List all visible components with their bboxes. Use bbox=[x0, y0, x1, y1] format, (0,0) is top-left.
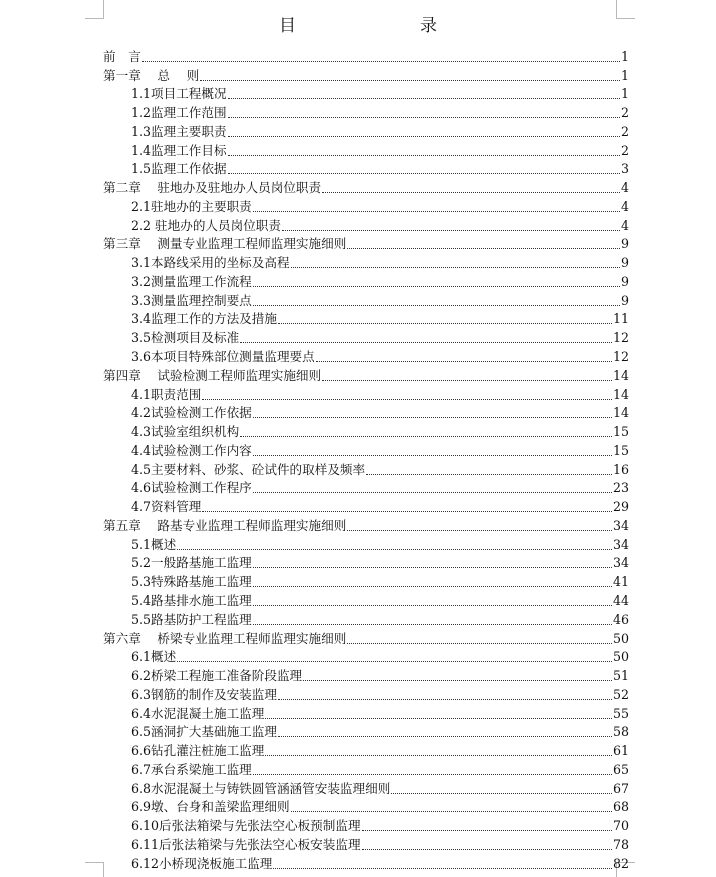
toc-entry-page: 46 bbox=[612, 611, 629, 627]
toc-entry-label: 4.2试验检测工作依据 bbox=[131, 405, 252, 421]
toc-entry-page: 9 bbox=[620, 255, 629, 271]
toc-entry[interactable] bbox=[103, 778, 629, 797]
toc-entry-page: 29 bbox=[612, 499, 629, 515]
toc-entry-label: 第一章 总 则 bbox=[103, 67, 200, 83]
dot-leader bbox=[366, 472, 612, 475]
toc-entry[interactable] bbox=[103, 196, 629, 215]
toc-entry-label: 2.1驻地办的主要职责 bbox=[131, 198, 252, 214]
dot-leader bbox=[253, 284, 620, 287]
toc-entry-page: 50 bbox=[612, 649, 629, 665]
toc-entry-label: 6.2桥梁工程施工准备阶段监理 bbox=[131, 668, 303, 684]
toc-entry-page: 50 bbox=[612, 630, 629, 646]
toc-entry-label: 第五章 路基专业监理工程师监理实施细则 bbox=[103, 517, 347, 533]
toc-entry[interactable] bbox=[103, 571, 629, 590]
toc-entry-label: 5.5路基防护工程监理 bbox=[131, 611, 252, 627]
dot-leader bbox=[362, 847, 612, 850]
toc-entry[interactable] bbox=[103, 647, 629, 666]
toc-entry[interactable] bbox=[103, 515, 629, 534]
toc-entry-label: 1.3监理主要职责 bbox=[131, 123, 227, 139]
toc-entry-page: 15 bbox=[612, 442, 629, 458]
toc-entry-label: 1.1项目工程概况 bbox=[131, 86, 227, 102]
toc-entry-page: 9 bbox=[620, 273, 629, 289]
table-of-contents bbox=[103, 46, 629, 872]
toc-entry-page: 3 bbox=[620, 161, 629, 177]
toc-entry[interactable] bbox=[103, 159, 629, 178]
toc-entry[interactable] bbox=[103, 177, 629, 196]
toc-entry-label: 6.8水泥混凝土与铸铁圆管涵涵管安装监理细则 bbox=[131, 780, 391, 796]
toc-entry-page: 34 bbox=[612, 555, 629, 571]
toc-entry-page: 70 bbox=[612, 818, 629, 834]
toc-entry[interactable] bbox=[103, 309, 629, 328]
dot-leader bbox=[265, 716, 612, 719]
toc-entry[interactable] bbox=[103, 84, 629, 103]
toc-entry-label: 5.4路基排水施工监理 bbox=[131, 592, 252, 608]
toc-entry[interactable] bbox=[103, 590, 629, 609]
toc-entry-page: 58 bbox=[612, 724, 629, 740]
dot-leader bbox=[265, 753, 612, 756]
dot-leader bbox=[303, 678, 612, 681]
dot-leader bbox=[228, 115, 620, 118]
dot-leader bbox=[253, 209, 620, 212]
toc-entry-label: 第三章 测量专业监理工程师监理实施细则 bbox=[103, 236, 347, 252]
toc-entry-label: 3.1本路线采用的坐标及高程 bbox=[131, 255, 290, 271]
dot-leader bbox=[273, 866, 612, 869]
toc-entry[interactable] bbox=[103, 459, 629, 478]
toc-entry-label: 3.2测量监理工作流程 bbox=[131, 273, 252, 289]
toc-entry-page: 12 bbox=[612, 349, 629, 365]
crop-mark-bottom-left bbox=[85, 862, 104, 877]
toc-entry-label: 第六章 桥梁专业监理工程师监理实施细则 bbox=[103, 630, 347, 646]
toc-entry-page: 4 bbox=[620, 198, 629, 214]
dot-leader bbox=[253, 415, 612, 418]
toc-entry[interactable] bbox=[103, 740, 629, 759]
toc-entry[interactable] bbox=[103, 65, 629, 84]
toc-entry-label: 第四章 试验检测工程师监理实施细则 bbox=[103, 367, 322, 383]
toc-entry[interactable] bbox=[103, 234, 629, 253]
toc-entry-label: 6.1概述 bbox=[131, 649, 177, 665]
toc-entry-page: 41 bbox=[612, 574, 629, 590]
toc-entry-label: 4.7资料管理 bbox=[131, 499, 202, 515]
dot-leader bbox=[253, 490, 612, 493]
toc-entry[interactable] bbox=[103, 271, 629, 290]
dot-leader bbox=[253, 772, 612, 775]
toc-entry-page: 82 bbox=[612, 855, 629, 871]
dot-leader bbox=[228, 171, 620, 174]
toc-title: 目 录 bbox=[279, 16, 467, 36]
dot-leader bbox=[228, 153, 620, 156]
dot-leader bbox=[240, 434, 612, 437]
toc-entry-page: 2 bbox=[620, 105, 629, 121]
toc-entry-page: 34 bbox=[612, 517, 629, 533]
dot-leader bbox=[177, 659, 612, 662]
dot-leader bbox=[278, 697, 612, 700]
toc-entry[interactable] bbox=[103, 346, 629, 365]
toc-entry-label: 3.6本项目特殊部位测量监理要点 bbox=[131, 349, 315, 365]
dot-leader bbox=[322, 190, 620, 193]
dot-leader bbox=[202, 397, 612, 400]
dot-leader bbox=[228, 134, 620, 137]
toc-entry-label: 1.2监理工作范围 bbox=[131, 105, 227, 121]
toc-entry-label: 4.1职责范围 bbox=[131, 386, 202, 402]
toc-entry-label: 前 言 bbox=[103, 48, 141, 64]
toc-entry-page: 67 bbox=[612, 780, 629, 796]
toc-entry[interactable] bbox=[103, 478, 629, 497]
toc-entry[interactable] bbox=[103, 665, 629, 684]
toc-entry-label: 3.5检测项目及标准 bbox=[131, 330, 240, 346]
dot-leader bbox=[253, 603, 612, 606]
toc-entry-label: 5.1概述 bbox=[131, 536, 177, 552]
dot-leader bbox=[282, 228, 620, 231]
dot-leader bbox=[347, 641, 612, 644]
toc-entry-label: 4.3试验室组织机构 bbox=[131, 424, 240, 440]
toc-entry[interactable] bbox=[103, 628, 629, 647]
dot-leader bbox=[347, 528, 612, 531]
toc-entry-page: 44 bbox=[612, 592, 629, 608]
toc-entry-page: 2 bbox=[620, 142, 629, 158]
toc-entry-label: 5.2一般路基施工监理 bbox=[131, 555, 252, 571]
toc-entry[interactable] bbox=[103, 121, 629, 140]
toc-entry[interactable] bbox=[103, 365, 629, 384]
dot-leader bbox=[253, 453, 612, 456]
toc-entry-page: 61 bbox=[612, 743, 629, 759]
toc-entry[interactable] bbox=[103, 384, 629, 403]
dot-leader bbox=[253, 565, 612, 568]
toc-entry-label: 6.10后张法箱梁与先张法空心板预制监理 bbox=[131, 818, 361, 834]
toc-entry-page: 2 bbox=[620, 123, 629, 139]
toc-entry-label: 1.4监理工作目标 bbox=[131, 142, 227, 158]
toc-entry-page: 1 bbox=[620, 86, 629, 102]
dot-leader bbox=[316, 359, 612, 362]
toc-entry-page: 15 bbox=[612, 424, 629, 440]
dot-leader bbox=[253, 622, 612, 625]
dot-leader bbox=[142, 59, 620, 62]
toc-entry-label: 4.4试验检测工作内容 bbox=[131, 442, 252, 458]
toc-entry[interactable] bbox=[103, 215, 629, 234]
dot-leader bbox=[362, 828, 612, 831]
dot-leader bbox=[253, 303, 620, 306]
toc-entry[interactable] bbox=[103, 440, 629, 459]
toc-entry[interactable] bbox=[103, 534, 629, 553]
toc-entry[interactable] bbox=[103, 140, 629, 159]
toc-entry[interactable] bbox=[103, 703, 629, 722]
toc-entry-page: 14 bbox=[612, 386, 629, 402]
toc-entry-page: 51 bbox=[612, 668, 629, 684]
dot-leader bbox=[278, 734, 612, 737]
toc-entry-page: 9 bbox=[620, 236, 629, 252]
toc-entry[interactable] bbox=[103, 496, 629, 515]
toc-entry[interactable] bbox=[103, 834, 629, 853]
toc-entry-label: 第二章 驻地办及驻地办人员岗位职责 bbox=[103, 180, 322, 196]
toc-entry-label: 6.5涵洞扩大基础施工监理 bbox=[131, 724, 277, 740]
toc-entry-page: 23 bbox=[612, 480, 629, 496]
toc-entry-label: 6.7承台系梁施工监理 bbox=[131, 761, 252, 777]
toc-entry-page: 68 bbox=[612, 799, 629, 815]
dot-leader bbox=[200, 78, 620, 81]
toc-entry-page: 4 bbox=[620, 217, 629, 233]
toc-entry-page: 52 bbox=[612, 686, 629, 702]
toc-entry-page: 1 bbox=[620, 67, 629, 83]
dot-leader bbox=[240, 340, 612, 343]
toc-entry-label: 6.11后张法箱梁与先张法空心板安装监理 bbox=[131, 836, 361, 852]
toc-entry[interactable] bbox=[103, 722, 629, 741]
toc-entry[interactable] bbox=[103, 684, 629, 703]
toc-entry-page: 14 bbox=[612, 405, 629, 421]
dot-leader bbox=[253, 584, 612, 587]
dot-leader bbox=[291, 809, 612, 812]
dot-leader bbox=[391, 791, 612, 794]
toc-entry[interactable] bbox=[103, 421, 629, 440]
toc-entry[interactable] bbox=[103, 290, 629, 309]
toc-entry-label: 5.3特殊路基施工监理 bbox=[131, 574, 252, 590]
dot-leader bbox=[202, 509, 612, 512]
toc-entry-page: 4 bbox=[620, 180, 629, 196]
toc-entry-label: 6.4水泥混凝土施工监理 bbox=[131, 705, 265, 721]
toc-entry[interactable] bbox=[103, 553, 629, 572]
toc-entry-page: 65 bbox=[612, 761, 629, 777]
toc-entry-label: 1.5监理工作依据 bbox=[131, 161, 227, 177]
toc-entry-page: 9 bbox=[620, 292, 629, 308]
toc-entry-label: 3.3测量监理控制要点 bbox=[131, 292, 252, 308]
toc-entry[interactable] bbox=[103, 797, 629, 816]
toc-entry-page: 34 bbox=[612, 536, 629, 552]
toc-entry[interactable] bbox=[103, 815, 629, 834]
toc-entry[interactable] bbox=[103, 609, 629, 628]
dot-leader bbox=[278, 321, 612, 324]
toc-entry-label: 6.3钢筋的制作及安装监理 bbox=[131, 686, 277, 702]
toc-entry-label: 6.6钻孔灌注桩施工监理 bbox=[131, 743, 265, 759]
toc-entry-page: 78 bbox=[612, 836, 629, 852]
toc-entry-page: 11 bbox=[612, 311, 629, 327]
toc-entry-page: 14 bbox=[612, 367, 629, 383]
dot-leader bbox=[228, 96, 620, 99]
toc-entry[interactable] bbox=[103, 252, 629, 271]
toc-entry-label: 6.9墩、台身和盖梁监理细则 bbox=[131, 799, 290, 815]
toc-entry[interactable] bbox=[103, 403, 629, 422]
toc-entry-page: 1 bbox=[620, 48, 629, 64]
toc-entry[interactable] bbox=[103, 46, 629, 65]
toc-entry-label: 3.4监理工作的方法及措施 bbox=[131, 311, 277, 327]
toc-entry-page: 55 bbox=[612, 705, 629, 721]
toc-entry[interactable] bbox=[103, 102, 629, 121]
toc-entry[interactable] bbox=[103, 327, 629, 346]
toc-entry-label: 2.2 驻地办的人员岗位职责 bbox=[131, 217, 281, 233]
toc-entry[interactable] bbox=[103, 853, 629, 872]
dot-leader bbox=[177, 547, 612, 550]
dot-leader bbox=[347, 246, 620, 249]
toc-entry-label: 6.12小桥现浇板施工监理 bbox=[131, 855, 273, 871]
toc-entry[interactable] bbox=[103, 759, 629, 778]
toc-entry-label: 4.5主要材料、砂浆、砼试件的取样及频率 bbox=[131, 461, 366, 477]
dot-leader bbox=[291, 265, 620, 268]
toc-entry-page: 12 bbox=[612, 330, 629, 346]
toc-entry-label: 4.6试验检测工作程序 bbox=[131, 480, 252, 496]
toc-entry-page: 16 bbox=[612, 461, 629, 477]
dot-leader bbox=[322, 378, 612, 381]
